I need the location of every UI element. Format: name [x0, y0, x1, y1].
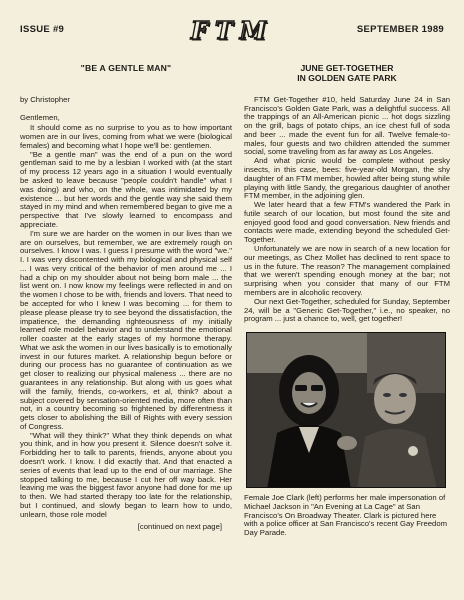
article-salutation: Gentlemen, [20, 112, 60, 122]
news-paragraph: And what picnic would be complete without pesky insects, in this case, bees: five-year-old Morgan, the shy daughter of an FTM member, howled after being stung while playing with little Sandy, the gregarious daughter of another FTM member, in the adjoining glen. [244, 156, 450, 201]
article-paragraph: I'm sure we are harder on the women in our lives than we are on ourselves, but remember, we are extremely rough on ourselves. I know I was. I guess I presume with the word "we." I. I was very discontented with my biological and physical self ... I was very critical of the behavior of men around me ... I had a chip on my shoulder about not being born male ... the list went on. I now know my feelings were reflected in and on the women I chose to be with, friends and lovers. That need to be accepted for who I knew I was becoming ... for them to please please please try to see beyond the dissatisfaction, the impatience, the demanding righteousness of my initially learned role model behavior and to understand the emotional roller coaster at the early stages of my hormone therapy. What we ask the women in our lives basically is to emotionally invest in our futures market. A relationship begun before or during our process has no guarantee of continuation as we get closer to realizing our physical maleness ... there are no guarantees in any relationship. But along with us goes what will the family, friends, co-workers, et al, think? about a subject covered by sensation-oriented media, more often than not, in a country becoming so frightened by differentness it gets closer to abolishing the Bill of Rights with every session of Congress. [20, 228, 232, 431]
masthead [20, 16, 444, 48]
left-column [20, 58, 232, 531]
photo-illustration [247, 333, 446, 488]
article-headline: "BE A GENTLE MAN" [80, 63, 172, 73]
news-headline [244, 64, 450, 84]
issue-number: ISSUE #9 [20, 24, 65, 35]
article-paragraph: "Be a gentle man" was the end of a pun on the word gentleman said to me by a lesbian I worked with (at the start of my process 12 years ago in a situation I would eventually be asked to leave because "people couldn't handle" what I was doing) and who, on the whole, was intimidated by my existence ... but her words and the gentle way she said them stayed in my mind and when remembered began to give me a perspective that I've slowly learned to encompass and appreciate. [20, 149, 232, 229]
right-column [244, 58, 450, 538]
news-paragraph: Our next Get-Together, scheduled for Sunday, September 24, will be a "Generic Get-Together," i.e., no speaker, no program ... just a chance to, well, get together! [244, 296, 450, 324]
news-headline-line: JUNE GET-TOGETHER [300, 63, 394, 73]
article-paragraph: "What will they think?" What they think depends on what you think, and in how you present it. Silence doesn't solve it. Forbidding her to talk to parents, friends, anyone about you doesn't work. I know. I did exactly that. And that enacted a series of events that lead up to the end of our marriage. She stopped talking to me, because I cut her off way back. Her leaving me was the biggest favor anyone had done for me up to then. We had started therapy too late for the relationship, but I continued, and slowly began to learn how to undo, unlearn, those role model [20, 430, 232, 519]
event-photo [246, 332, 446, 488]
issue-date: SEPTEMBER 1989 [356, 24, 444, 35]
news-headline-line: IN GOLDEN GATE PARK [297, 72, 397, 83]
ftm-logo: FTM [190, 16, 274, 45]
article-byline: by Christopher [20, 94, 70, 104]
news-paragraph: Unfortunately we are now in search of a new location for our meetings, as Chez Mollet has declined to rent space to us in the future. The reason? The management complained that we weren't spending enough money at the bar; not surprising when you consider that many of our FTM members are in alcoholic recovery. [244, 244, 450, 297]
continued-note: [continued on next page] [137, 521, 222, 531]
news-paragraph: We later heard that a few FTM's wandered the Park in futile search of our location, but most found the site and enjoyed good food and good conversation. New friends and contacts were made, extending beyond the scheduled Get-Together. [244, 200, 450, 245]
article-paragraph: It should come as no surprise to you as to how important women are in our lives, coming from what we were (biological females) and becoming what I hope we'll be: gentlemen. [20, 123, 232, 150]
news-paragraph: FTM Get-Together #10, held Saturday June 24 in San Francisco's Golden Gate Park, was a delightful success. All the trappings of an All-American picnic ... hot dogs sizzling on the grill, bags of potato chips, an ice chest full of soda and beer ... made the event fun for all. Twelve female-to-males, four guests and two children attended the summer social, some traveling from as far away as Los Angeles. [244, 94, 450, 157]
photo-caption: Female Joe Clark (left) performs her male impersonation of Michael Jackson in "An Evening at La Cage" at San Francisco's On Broadway Theater. Clark is pictured here with a police officer at San Francisco's recent Gay Freedom Day Parade. [244, 493, 447, 538]
